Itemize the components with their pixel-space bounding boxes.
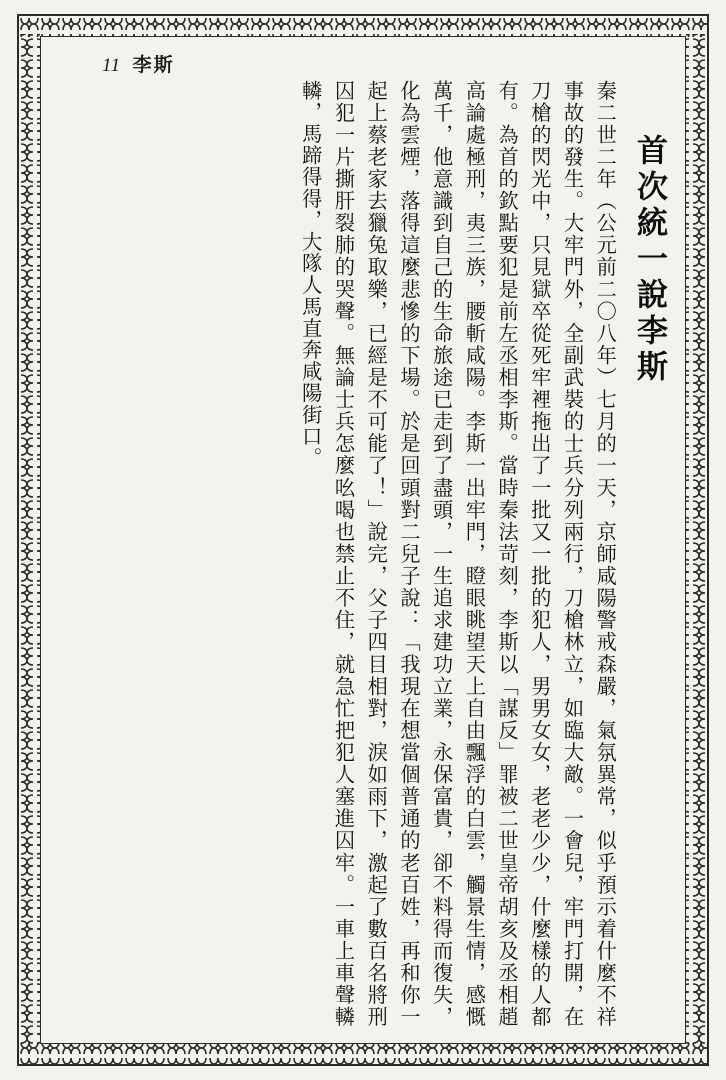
chapter-title: 首次統一說李斯 bbox=[631, 134, 667, 386]
book-title: 李斯 bbox=[132, 54, 175, 76]
page-number: 11 bbox=[102, 55, 121, 76]
page-content bbox=[62, 44, 668, 1028]
running-head bbox=[102, 50, 175, 77]
vertical-text-block bbox=[62, 80, 668, 1028]
body-text: 秦二世二年（公元前二〇八年）七月的一天，京師咸陽警戒森嚴，氣氛異常，似乎預示着什麼不祥事故的發生。大牢門外，全副武裝的士兵分列兩行，刀槍林立，如臨大敵。一會兒，牢門打開，在刀槍的閃光中，只見獄卒從死牢裡拖出了一批又一批的犯人，男男女女，老老少少，什麼樣的人都有。為首的欽點要犯是前左丞相李斯。當時秦法苛刻，李斯以「謀反」罪被二世皇帝胡亥及丞相趙高論處極刑，夷三族，腰斬咸陽。李斯一出牢門，瞪眼眺望天上自由飄浮的白雲，觸景生情，感慨萬千，他意識到自己的生命旅途已走到了盡頭，一生追求建功立業，永保富貴，卻不料得而復失，化為雲煙，落得這麼悲慘的下場。於是回頭對二兒子說：「我現在想當個普通的老百姓，再和你一起上蔡老家去獵兔取樂，已經是不可能了！」說完，父子四目相對，淚如雨下，激起了數百名將刑囚犯一片撕肝裂肺的哭聲。無論士兵怎麼吆喝也禁止不住，就急忙把犯人塞進囚牢。一車上車聲轔轔，馬蹄得得，大隊人馬直奔咸陽街口。 bbox=[298, 80, 618, 1028]
